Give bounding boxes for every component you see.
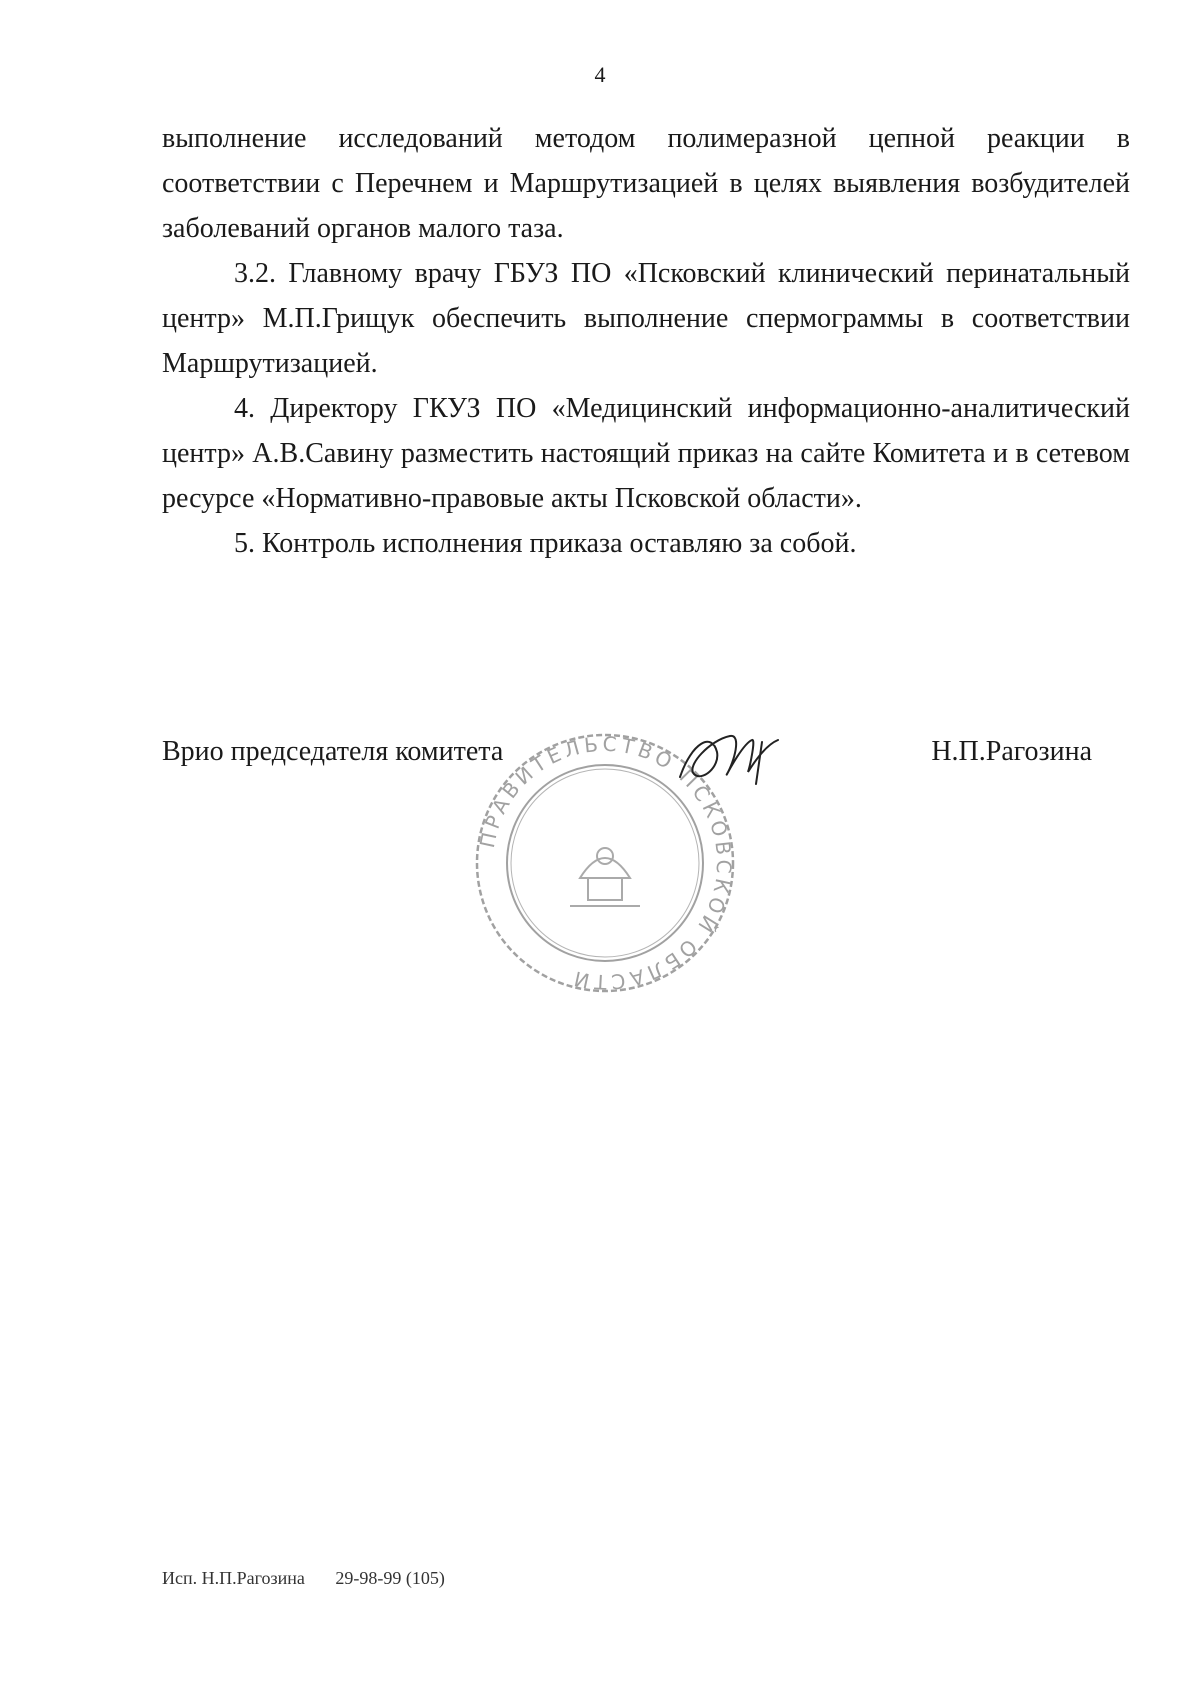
handwritten-signature [672,722,784,792]
stamp-emblem [570,848,640,906]
item-4: 4. Директору ГКУЗ ПО «Медицинский информационно-аналитический центр» А.В.Савину разместить настоящий приказ на сайте Комитета и в сетевом ресурсе «Нормативно-правовые акты Псковской области». [162,393,1130,514]
signer-title: Врио председателя комитета [162,736,504,767]
executor-footer [162,1568,445,1589]
executor-name: Исп. Н.П.Рагозина [162,1568,305,1588]
document-body [162,116,1130,566]
paragraph-continuation: выполнение исследований методом полимеразной цепной реакции в соответствии с Перечнем и Маршрутизацией в целях выявления возбудителей заболеваний органов малого таза. [162,123,1130,244]
item-5: 5. Контроль исполнения приказа оставляю за собой. [234,528,857,559]
executor-phone: 29-98-99 (105) [335,1568,445,1588]
signer-name: Н.П.Рагозина [931,736,1092,767]
item-3-2: 3.2. Главному врачу ГБУЗ ПО «Псковский клинический перинатальный центр» М.П.Грищук обеспечить выполнение спермограммы в соответствии Маршрутизацией. [162,258,1130,379]
stamp-text: ПРАВИТЕЛЬСТВО ПСКОВСКОЙ ОБЛАСТИ [474,731,737,995]
page-number: 4 [594,62,606,87]
